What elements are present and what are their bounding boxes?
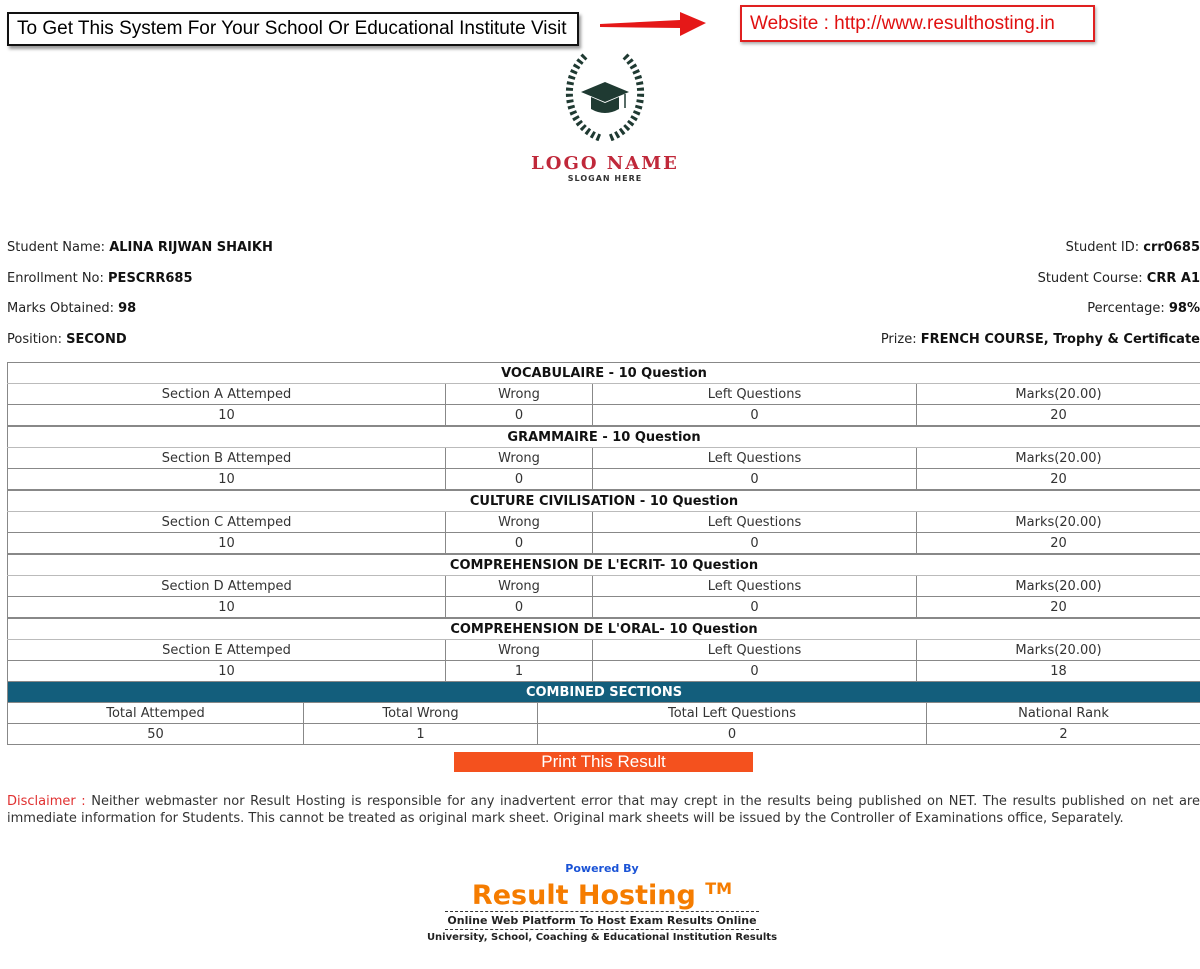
footer — [400, 862, 804, 943]
section-table — [7, 426, 1200, 490]
position: SECOND — [66, 332, 127, 347]
combined-table — [7, 681, 1200, 745]
header-cell: Total Attemped — [8, 703, 304, 724]
student-id: crr0685 — [1143, 240, 1200, 255]
value-cell: 0 — [446, 405, 593, 426]
header-cell: Wrong — [446, 576, 593, 597]
header-cell: Marks(20.00) — [917, 448, 1200, 469]
info-row — [7, 271, 1200, 286]
value-cell: 0 — [446, 533, 593, 554]
website-link[interactable]: Website : http://www.resulthosting.in — [740, 5, 1095, 42]
print-result-button[interactable]: Print This Result — [454, 752, 753, 772]
label: Position: — [7, 332, 62, 347]
combined-title: COMBINED SECTIONS — [8, 682, 1200, 703]
header-cell: Left Questions — [593, 512, 917, 533]
value-cell: 10 — [8, 533, 446, 554]
section-table — [7, 362, 1200, 426]
value-cell: 50 — [8, 724, 304, 745]
brand-name: Result Hosting — [471, 880, 696, 911]
header-cell: Section C Attemped — [8, 512, 446, 533]
header-cell: Left Questions — [593, 640, 917, 661]
brand-link[interactable] — [400, 879, 804, 911]
value-cell: 20 — [917, 469, 1200, 490]
section-table — [7, 490, 1200, 554]
disclaimer-text: Neither webmaster nor Result Hosting is responsible for any inadvertent error that may crept in the results being published on NET. The results published on net are immediate information for Students. This cannot be treated as original mark sheet. Original mark sheets will be issued by the Controller of Examinations office, Separately. — [7, 794, 1200, 826]
value-cell: 0 — [593, 597, 917, 618]
percentage: 98% — [1168, 301, 1200, 316]
value-cell: 0 — [593, 533, 917, 554]
value-cell: 10 — [8, 405, 446, 426]
header-cell: Marks(20.00) — [917, 384, 1200, 405]
section-table — [7, 554, 1200, 618]
value-cell: 20 — [917, 597, 1200, 618]
student-course: CRR A1 — [1146, 271, 1200, 286]
label: Percentage: — [1087, 301, 1165, 316]
label: Enrollment No: — [7, 271, 104, 286]
value-cell: 0 — [446, 469, 593, 490]
value-cell: 20 — [917, 533, 1200, 554]
section-title: COMPREHENSION DE L'ORAL- 10 Question — [8, 619, 1200, 640]
tagline: Online Web Platform To Host Exam Results Online — [445, 911, 759, 930]
value-cell: 20 — [917, 405, 1200, 426]
section-title: GRAMMAIRE - 10 Question — [8, 427, 1200, 448]
logo-slogan: SLOGAN HERE — [567, 174, 643, 183]
value-cell: 0 — [593, 661, 917, 682]
label: Student ID: — [1065, 240, 1140, 255]
header-cell: Section A Attemped — [8, 384, 446, 405]
header-cell: Left Questions — [593, 448, 917, 469]
header-cell: Wrong — [446, 384, 593, 405]
header-cell: Marks(20.00) — [917, 512, 1200, 533]
value-cell: 2 — [927, 724, 1200, 745]
header-cell: Marks(20.00) — [917, 640, 1200, 661]
sub-tagline: University, School, Coaching & Educational Institution Results — [426, 932, 778, 943]
logo-name: LOGO NAME — [531, 153, 679, 174]
info-row — [7, 332, 1200, 347]
value-cell: 1 — [446, 661, 593, 682]
value-cell: 1 — [304, 724, 538, 745]
value-cell: 18 — [917, 661, 1200, 682]
header-cell: Wrong — [446, 512, 593, 533]
header-cell: Total Left Questions — [538, 703, 927, 724]
value-cell: 10 — [8, 469, 446, 490]
value-cell: 10 — [8, 597, 446, 618]
marks-obtained: 98 — [118, 301, 137, 316]
student-name: ALINA RIJWAN SHAIKH — [109, 240, 273, 255]
label: Student Course: — [1037, 271, 1143, 286]
label: Prize: — [880, 332, 917, 347]
disclaimer — [7, 793, 1200, 827]
header-cell: Total Wrong — [304, 703, 538, 724]
school-logo — [520, 50, 690, 183]
section-table — [7, 618, 1200, 682]
label: Marks Obtained: — [7, 301, 114, 316]
header-cell: Wrong — [446, 448, 593, 469]
header-cell: Section D Attemped — [8, 576, 446, 597]
header-cell: Wrong — [446, 640, 593, 661]
promo-banner: To Get This System For Your School Or Educational Institute Visit — [7, 12, 579, 46]
section-title: CULTURE CIVILISATION - 10 Question — [8, 491, 1200, 512]
value-cell: 10 — [8, 661, 446, 682]
value-cell: 0 — [538, 724, 927, 745]
header-cell: Left Questions — [593, 384, 917, 405]
header-cell: Section E Attemped — [8, 640, 446, 661]
section-title: COMPREHENSION DE L'ECRIT- 10 Question — [8, 555, 1200, 576]
trademark: TM — [705, 879, 733, 898]
value-cell: 0 — [593, 469, 917, 490]
header-cell: Marks(20.00) — [917, 576, 1200, 597]
section-title: VOCABULAIRE - 10 Question — [8, 363, 1200, 384]
powered-by: Powered By — [565, 862, 639, 875]
label: Student Name: — [7, 240, 106, 255]
graduation-cap-laurel-icon — [555, 50, 655, 145]
disclaimer-label: Disclaimer : — [7, 794, 86, 809]
prize: FRENCH COURSE, Trophy & Certificate — [920, 332, 1200, 347]
arrow-right-icon — [600, 10, 710, 40]
enrollment-no: PESCRR685 — [108, 271, 193, 286]
info-row — [7, 240, 1200, 255]
header-cell: Section B Attemped — [8, 448, 446, 469]
header-cell: National Rank — [927, 703, 1200, 724]
info-row — [7, 301, 1200, 316]
value-cell: 0 — [446, 597, 593, 618]
header-cell: Left Questions — [593, 576, 917, 597]
value-cell: 0 — [593, 405, 917, 426]
